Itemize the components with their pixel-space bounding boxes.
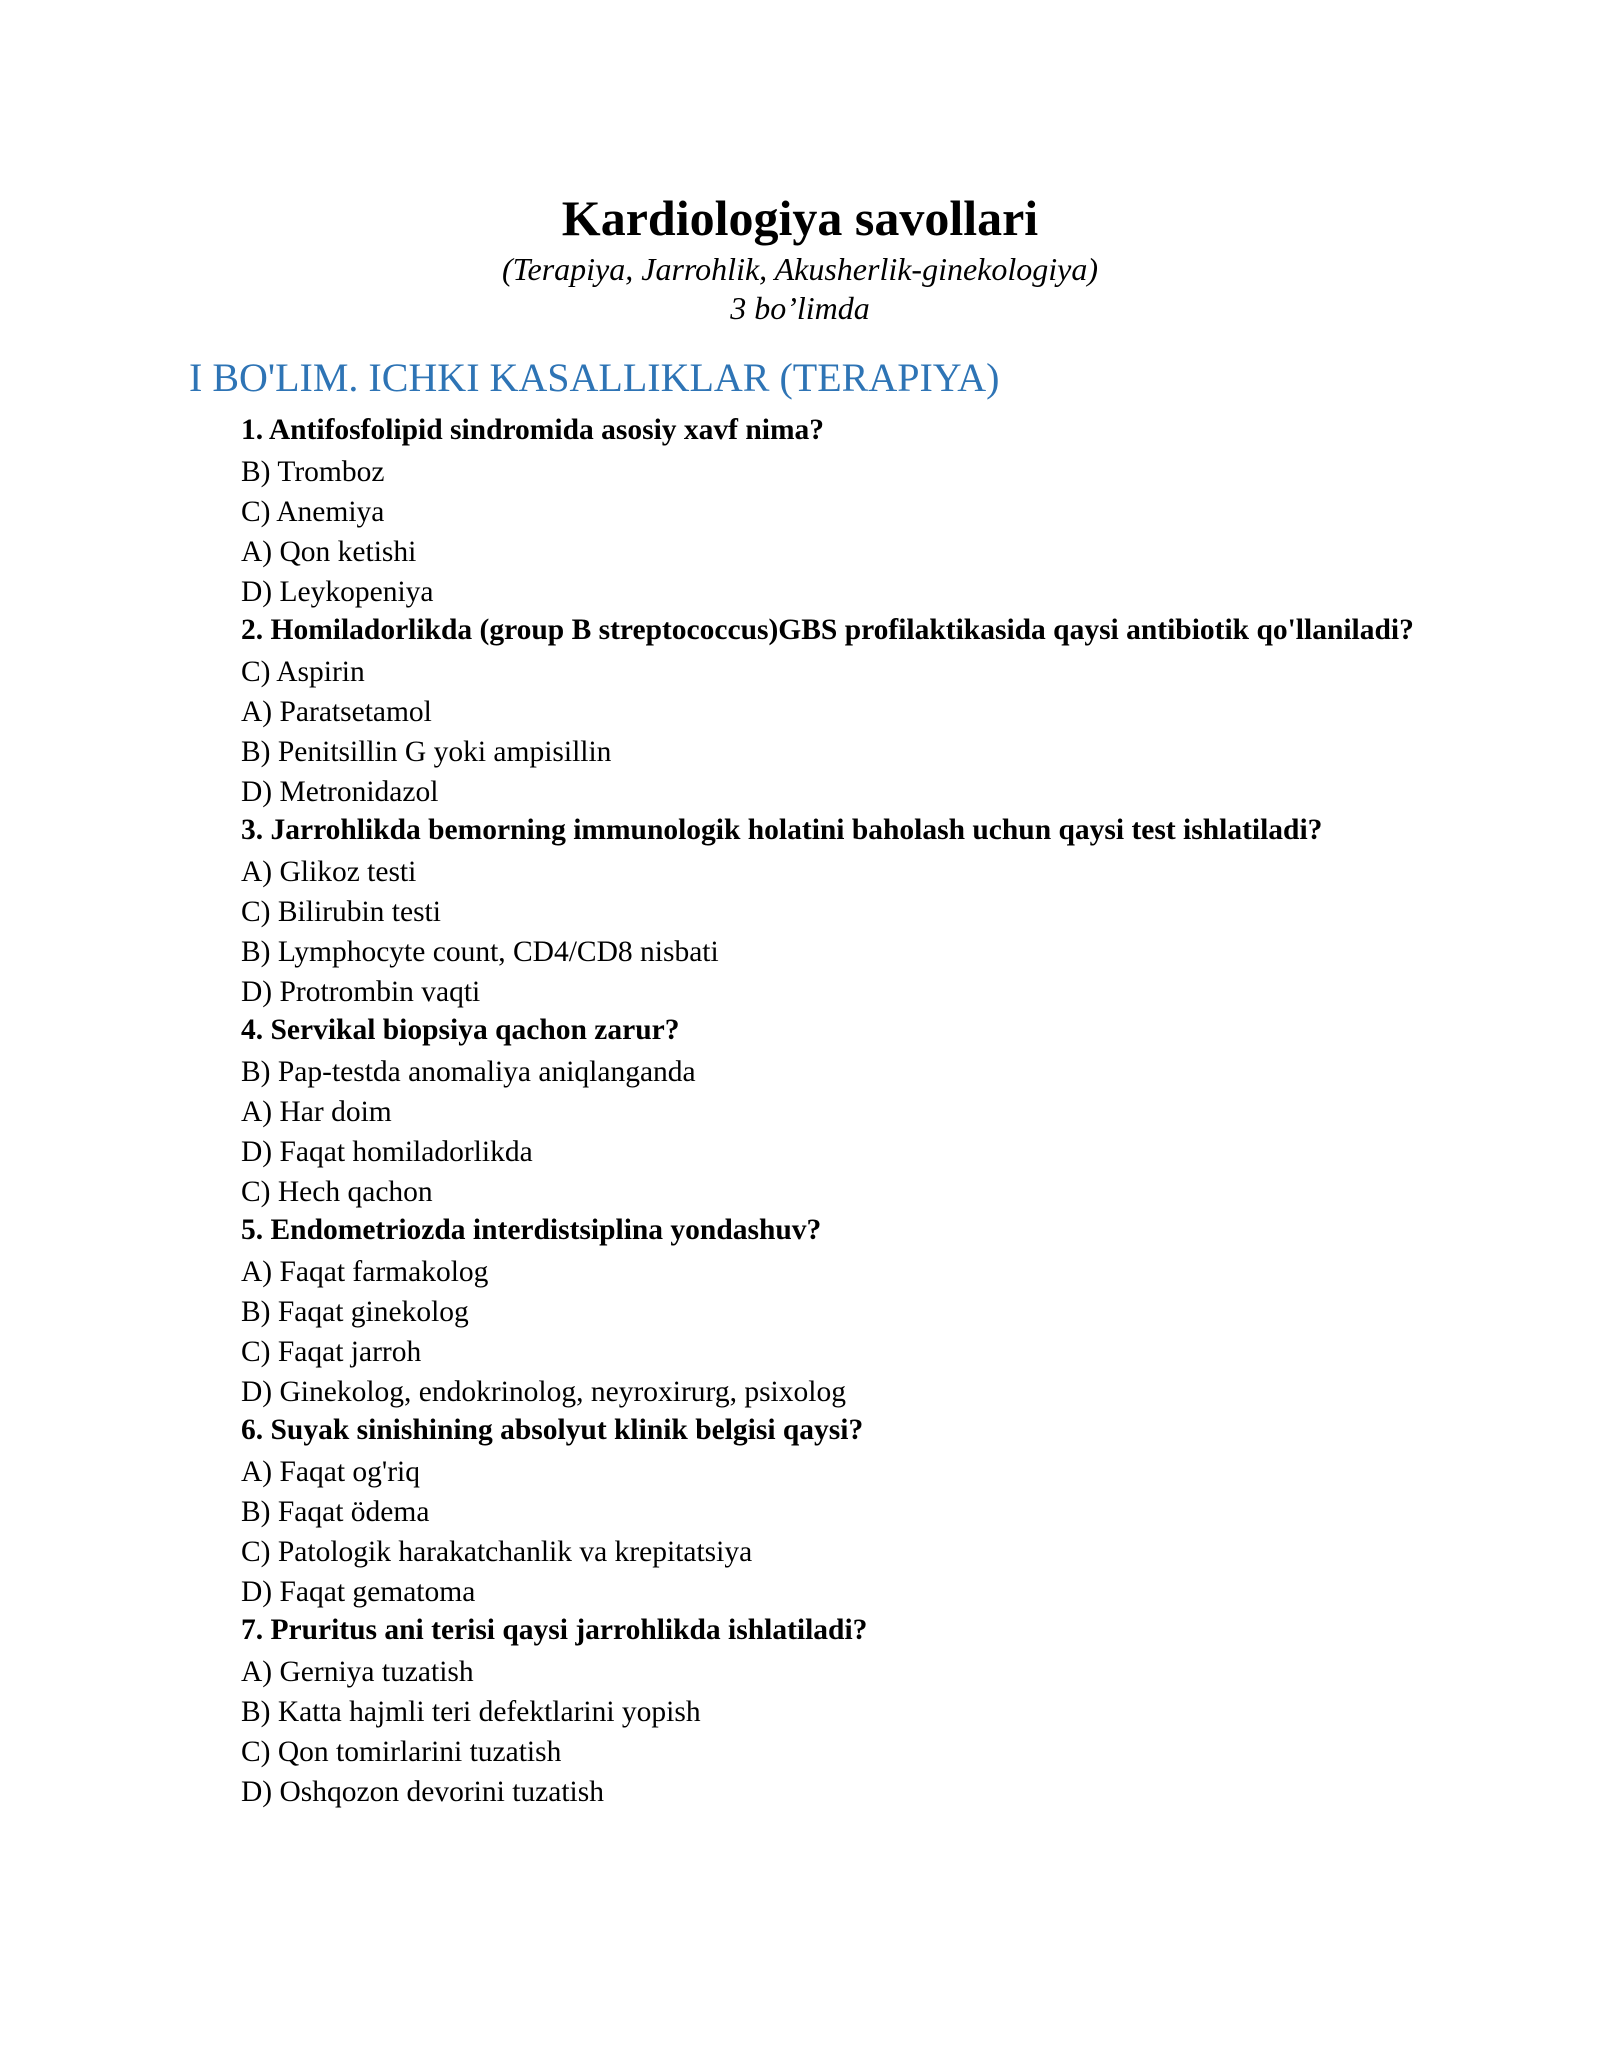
answer-option: A) Glikoz testi	[241, 856, 417, 888]
question-block-1	[241, 412, 1421, 612]
question-block-4	[241, 1012, 1421, 1212]
answer-option: C) Qon tomirlarini tuzatish	[241, 1736, 562, 1768]
answer-option: B) Tromboz	[241, 456, 385, 488]
answer-option: B) Lymphocyte count, CD4/CD8 nisbati	[241, 936, 719, 968]
answer-option: B) Penitsillin G yoki ampisillin	[241, 736, 612, 768]
answer-option: A) Qon ketishi	[241, 536, 417, 568]
answer-option: B) Katta hajmli teri defektlarini yopish	[241, 1696, 701, 1728]
question-block-2	[241, 612, 1421, 812]
answer-option: A) Faqat farmakolog	[241, 1256, 489, 1288]
document-subtitle: (Terapiya, Jarrohlik, Akusherlik-ginekologiya)	[501, 251, 1099, 287]
question-block-5	[241, 1212, 1421, 1412]
answer-option: C) Bilirubin testi	[241, 896, 441, 928]
answer-option: D) Leykopeniya	[241, 576, 434, 608]
answer-option: B) Faqat ödema	[241, 1496, 430, 1528]
answer-option: D) Faqat homiladorlikda	[241, 1136, 533, 1168]
answer-option: A) Faqat og'riq	[241, 1456, 421, 1488]
answer-option: D) Metronidazol	[241, 776, 439, 808]
answer-option: D) Ginekolog, endokrinolog, neyroxirurg, psixolog	[241, 1376, 846, 1408]
question-text: 4. Servikal biopsiya qachon zarur?	[241, 1014, 680, 1046]
answer-option: B) Pap-testda anomaliya aniqlanganda	[241, 1056, 696, 1088]
answer-option: A) Paratsetamol	[241, 696, 432, 728]
answer-option: C) Patologik harakatchanlik va krepitatsiya	[241, 1536, 753, 1568]
answer-option: B) Faqat ginekolog	[241, 1296, 469, 1328]
question-block-3	[241, 812, 1421, 1012]
document-subtitle-sections: 3 bo’limda	[730, 290, 870, 326]
answer-option: D) Oshqozon devorini tuzatish	[241, 1776, 604, 1808]
question-text: 1. Antifosfolipid sindromida asosiy xavf nima?	[241, 414, 825, 446]
answer-option: C) Hech qachon	[241, 1176, 433, 1208]
question-block-7	[241, 1612, 1421, 1812]
question-block-6	[241, 1412, 1421, 1612]
answer-option: A) Gerniya tuzatish	[241, 1656, 474, 1688]
answer-option: C) Anemiya	[241, 496, 385, 528]
document-title: Kardiologiya savollari	[561, 190, 1039, 246]
question-list	[241, 412, 1421, 1812]
answer-option: D) Faqat gematoma	[241, 1576, 476, 1608]
question-text: 2. Homiladorlikda (group B streptococcus)GBS profilaktikasida qaysi antibiotik qo'llaniladi?	[241, 614, 1414, 646]
answer-option: D) Protrombin vaqti	[241, 976, 481, 1008]
section-heading: I BO'LIM. ICHKI KASALLIKLAR (TERAPIYA)	[189, 355, 1000, 400]
question-text: 7. Pruritus ani terisi qaysi jarrohlikda ishlatiladi?	[241, 1614, 868, 1646]
question-text: 5. Endometriozda interdistsiplina yondashuv?	[241, 1214, 822, 1246]
question-text: 6. Suyak sinishining absolyut klinik belgisi qaysi?	[241, 1414, 864, 1446]
answer-option: A) Har doim	[241, 1096, 392, 1128]
answer-option: C) Faqat jarroh	[241, 1336, 422, 1368]
question-text: 3. Jarrohlikda bemorning immunologik holatini baholash uchun qaysi test ishlatiladi?	[241, 814, 1323, 846]
answer-option: C) Aspirin	[241, 656, 365, 688]
